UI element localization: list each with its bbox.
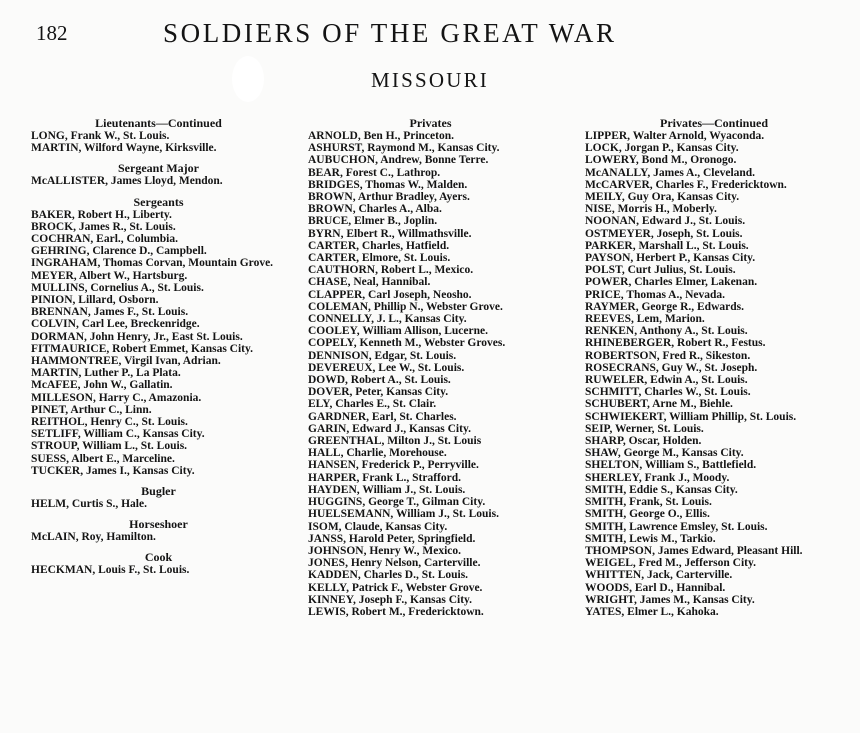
list-item: HAYDEN, William J., St. Louis. (308, 483, 466, 496)
list-item: McCARVER, Charles F., Fredericktown. (585, 178, 787, 191)
list-item: SMITH, George O., Ellis. (585, 508, 710, 521)
list-item: HUGGINS, George T., Gilman City. (308, 496, 486, 509)
list-item: REITHOL, Henry C., St. Louis. (31, 416, 188, 429)
list-item: MEYER, Albert W., Hartsburg. (31, 269, 188, 282)
list-item: SCHWIEKERT, William Phillip, St. Louis. (585, 410, 797, 423)
list-item: OSTMEYER, Joseph, St. Louis. (585, 227, 743, 240)
left-column (31, 116, 286, 577)
list-item: SETLIFF, William C., Kansas City. (31, 428, 205, 441)
list-item: SMITH, Lewis M., Tarkio. (585, 532, 716, 545)
list-item: SMITH, Eddie S., Kansas City. (585, 483, 738, 496)
list-item: COLEMAN, Phillip N., Webster Grove. (308, 300, 503, 313)
list-item: HUELSEMANN, William J., St. Louis. (308, 508, 499, 521)
list-item: KINNEY, Joseph F., Kansas City. (308, 593, 473, 606)
list-item: ARNOLD, Ben H., Princeton. (308, 130, 454, 142)
list-item: LEWIS, Robert M., Fredericktown. (308, 605, 484, 618)
list-item: HELM, Curtis S., Hale. (31, 498, 147, 511)
list-item: JONES, Henry Nelson, Carterville. (308, 557, 481, 570)
privates-list (308, 130, 553, 618)
list-item: PAYSON, Herbert P., Kansas City. (585, 252, 756, 265)
list-item: INGRAHAM, Thomas Corvan, Mountain Grove. (31, 257, 274, 270)
list-item: PINION, Lillard, Osborn. (31, 294, 159, 307)
list-item: TUCKER, James I., Kansas City. (31, 464, 195, 477)
sergeant-major-heading: Sergeant Major (118, 161, 199, 176)
list-item: WOODS, Earl D., Hannibal. (585, 581, 726, 594)
list-item: McANALLY, James A., Cleveland. (585, 166, 756, 179)
sergeant-major-list (31, 175, 286, 187)
list-item: MULLINS, Cornelius A., St. Louis. (31, 281, 204, 294)
list-item: BRUCE, Elmer B., Joplin. (308, 215, 438, 228)
list-item: McLAIN, Roy, Hamilton. (31, 531, 156, 544)
list-item: SCHUBERT, Arne M., Biehle. (585, 398, 733, 411)
list-item: LOCK, Jorgan P., Kansas City. (585, 142, 739, 155)
list-item: BYRN, Elbert R., Willmathsville. (308, 227, 472, 240)
lieutenants-list (31, 130, 286, 154)
list-item: STROUP, William L., St. Louis. (31, 440, 188, 453)
list-item: GEHRING, Clarence D., Campbell. (31, 245, 207, 258)
horseshoer-heading: Horseshoer (129, 517, 188, 532)
list-item: BROWN, Charles A., Alba. (308, 203, 442, 216)
list-item: COCHRAN, Earl., Columbia. (31, 233, 178, 246)
list-item: SHELTON, William S., Battlefield. (585, 459, 757, 472)
list-item: HALL, Charlie, Morehouse. (308, 447, 447, 460)
list-item: YATES, Elmer L., Kahoka. (585, 605, 719, 618)
list-item: BROWN, Arthur Bradley, Ayers. (308, 191, 470, 204)
list-item: HARPER, Frank L., Strafford. (308, 471, 462, 484)
list-item: HANSEN, Frederick P., Perryville. (308, 459, 479, 472)
list-item: LIPPER, Walter Arnold, Wyaconda. (585, 130, 765, 142)
privates-continued-list (585, 130, 843, 618)
list-item: BRIDGES, Thomas W., Malden. (308, 178, 468, 191)
list-item: BROCK, James R., St. Louis. (31, 220, 176, 233)
list-item: HAMMONTREE, Virgil Ivan, Adrian. (31, 355, 221, 368)
list-item: KELLY, Patrick F., Webster Grove. (308, 581, 483, 594)
list-item: SHERLEY, Frank J., Moody. (585, 471, 730, 484)
list-item: LONG, Frank W., St. Louis. (31, 130, 170, 142)
list-item: McALLISTER, James Lloyd, Mendon. (31, 175, 223, 188)
sergeants-list (31, 209, 286, 477)
list-item: WHITTEN, Jack, Carterville. (585, 569, 733, 582)
list-item: CONNELLY, J. L., Kansas City. (308, 313, 467, 326)
list-item: HECKMAN, Louis F., St. Louis. (31, 564, 190, 577)
list-item: MARTIN, Wilford Wayne, Kirksville. (31, 142, 217, 155)
cook-heading: Cook (144, 550, 173, 565)
running-title: SOLDIERS OF THE GREAT WAR (163, 18, 617, 48)
list-item: MARTIN, Luther P., La Plata. (31, 367, 181, 380)
list-item: ROSECRANS, Guy W., St. Joseph. (585, 361, 758, 374)
list-item: CARTER, Charles, Hatfield. (308, 239, 450, 252)
list-item: BEAR, Forest C., Lathrop. (308, 166, 441, 179)
list-item: WRIGHT, James M., Kansas City. (585, 593, 755, 606)
list-item: PRICE, Thomas A., Nevada. (585, 288, 726, 301)
privates-heading: Privates (409, 116, 452, 130)
list-item: SMITH, Frank, St. Louis. (585, 496, 712, 509)
list-item: RHINEBERGER, Robert R., Festus. (585, 337, 766, 350)
list-item: SCHMITT, Charles W., St. Louis. (585, 386, 751, 399)
page-number: 182 (36, 21, 68, 45)
list-item: POLST, Curt Julius, St. Louis. (585, 264, 736, 277)
middle-column (308, 116, 553, 618)
list-item: NISE, Morris H., Moberly. (585, 203, 717, 216)
list-item: CAUTHORN, Robert L., Mexico. (308, 264, 474, 277)
list-item: AUBUCHON, Andrew, Bonne Terre. (308, 154, 489, 167)
list-item: COPELY, Kenneth M., Webster Groves. (308, 337, 506, 350)
list-item: BAKER, Robert H., Liberty. (31, 208, 172, 221)
list-item: DORMAN, John Henry, Jr., East St. Louis. (31, 330, 243, 343)
list-item: ELY, Charles E., St. Clair. (308, 398, 437, 411)
list-item: POWER, Charles Elmer, Lakenan. (585, 276, 758, 289)
list-item: FITMAURICE, Robert Emmet, Kansas City. (31, 342, 254, 355)
list-item: SMITH, Lawrence Emsley, St. Louis. (585, 520, 768, 533)
list-item: ASHURST, Raymond M., Kansas City. (308, 142, 500, 155)
list-item: WEIGEL, Fred M., Jefferson City. (585, 557, 756, 570)
list-item: LOWERY, Bond M., Oronogo. (585, 154, 737, 167)
state-heading: MISSOURI (371, 68, 489, 92)
list-item: DEVEREUX, Lee W., St. Louis. (308, 361, 465, 374)
list-item: CHASE, Neal, Hannibal. (308, 276, 431, 289)
list-item: COLVIN, Carl Lee, Breckenridge. (31, 318, 200, 331)
list-item: BRENNAN, James F., St. Louis. (31, 306, 189, 319)
list-item: GREENTHAL, Milton J., St. Louis (308, 435, 482, 448)
list-item: DOWD, Robert A., St. Louis. (308, 374, 451, 387)
list-item: SEIP, Werner, St. Louis. (585, 422, 704, 435)
list-item: MILLESON, Harry C., Amazonia. (31, 391, 202, 404)
list-item: GARDNER, Earl, St. Charles. (308, 410, 457, 423)
list-item: SHARP, Oscar, Holden. (585, 435, 702, 448)
list-item: RUWELER, Edwin A., St. Louis. (585, 374, 748, 387)
list-item: GARIN, Edward J., Kansas City. (308, 422, 471, 435)
list-item: SUESS, Albert E., Marceline. (31, 452, 175, 465)
privates-continued-heading: Privates—Continued (660, 116, 768, 130)
list-item: DOVER, Peter, Kansas City. (308, 386, 449, 399)
sergeants-heading: Sergeants (133, 194, 184, 209)
list-item: ROBERTSON, Fred R., Sikeston. (585, 349, 751, 362)
list-item: THOMPSON, James Edward, Pleasant Hill. (585, 544, 803, 557)
list-item: DENNISON, Edgar, St. Louis. (308, 349, 457, 362)
list-item: RAYMER, George R., Edwards. (585, 300, 744, 313)
list-item: CLAPPER, Carl Joseph, Neosho. (308, 288, 472, 301)
right-column (585, 116, 843, 618)
list-item: COOLEY, William Allison, Lucerne. (308, 325, 488, 338)
list-item: JANSS, Harold Peter, Springfield. (308, 532, 476, 545)
list-item: JOHNSON, Henry W., Mexico. (308, 544, 462, 557)
bugler-heading: Bugler (141, 484, 176, 499)
list-item: KADDEN, Charles D., St. Louis. (308, 569, 469, 582)
list-item: PARKER, Marshall L., St. Louis. (585, 239, 749, 252)
list-item: REEVES, Lem, Marion. (585, 313, 705, 326)
list-item: SHAW, George M., Kansas City. (585, 447, 744, 460)
list-item: RENKEN, Anthony A., St. Louis. (585, 325, 748, 338)
list-item: McAFEE, John W., Gallatin. (31, 379, 173, 392)
lieutenants-heading: Lieutenants—Continued (95, 116, 222, 130)
list-item: CARTER, Elmore, St. Louis. (308, 252, 451, 265)
list-item: PINET, Arthur C., Linn. (31, 403, 152, 416)
list-item: ISOM, Claude, Kansas City. (308, 520, 448, 533)
list-item: MEILY, Guy Ora, Kansas City. (585, 191, 740, 204)
list-item: NOONAN, Edward J., St. Louis. (585, 215, 746, 228)
